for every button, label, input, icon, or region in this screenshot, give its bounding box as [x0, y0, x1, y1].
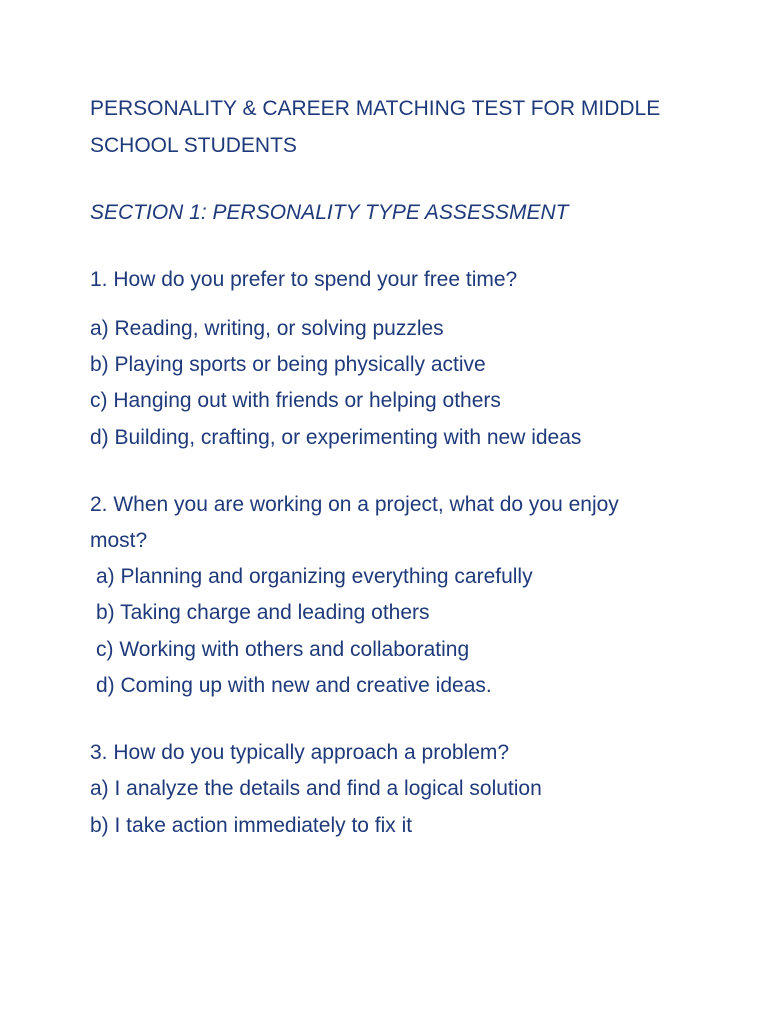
question-3-option-b: b) I take action immediately to fix it [90, 814, 413, 837]
question-1: 1. How do you prefer to spend your free time? [90, 268, 518, 291]
question-2-option-c: c) Working with others and collaborating [96, 638, 470, 661]
question-2-option-a: a) Planning and organizing everything carefully [96, 565, 533, 588]
question-2-line-2: most? [90, 529, 148, 552]
question-1-option-c: c) Hanging out with friends or helping others [90, 389, 501, 412]
document-title-line-2: SCHOOL STUDENTS [90, 134, 297, 157]
question-2-line-1: 2. When you are working on a project, what do you enjoy [90, 493, 619, 516]
question-1-option-a: a) Reading, writing, or solving puzzles [90, 317, 444, 340]
question-3: 3. How do you typically approach a problem? [90, 741, 510, 764]
section-heading: SECTION 1: PERSONALITY TYPE ASSESSMENT [90, 201, 569, 224]
question-3-option-a: a) I analyze the details and find a logical solution [90, 777, 542, 800]
question-2-option-b: b) Taking charge and leading others [96, 601, 430, 624]
document-title-line-1: PERSONALITY & CAREER MATCHING TEST FOR MIDDLE [90, 97, 661, 120]
question-2-option-d: d) Coming up with new and creative ideas. [96, 674, 492, 697]
question-1-option-b: b) Playing sports or being physically active [90, 353, 486, 376]
question-1-option-d: d) Building, crafting, or experimenting with new ideas [90, 426, 582, 449]
